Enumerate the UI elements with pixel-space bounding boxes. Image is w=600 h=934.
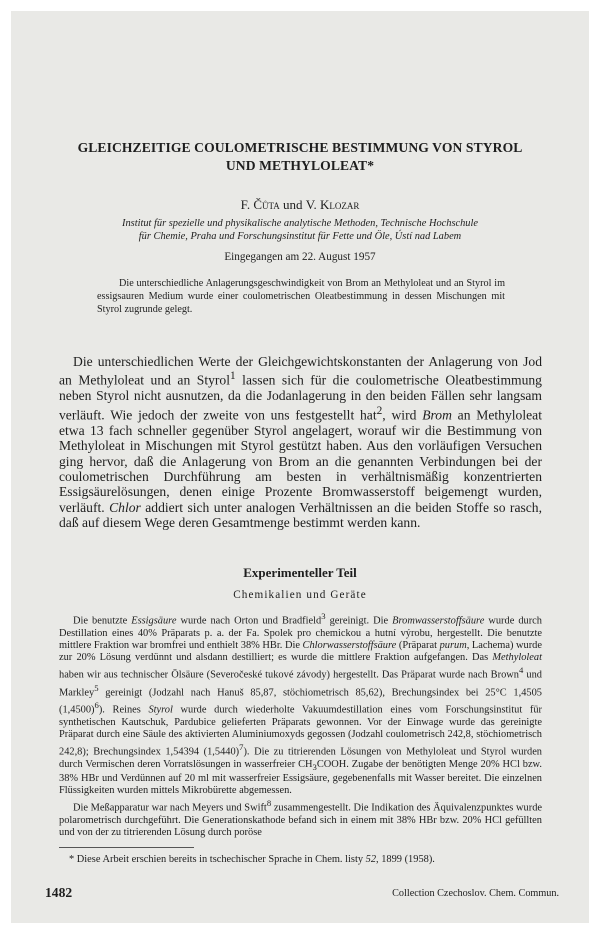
- p1-text-l: ). Die zu titrierenden Lösungen von Methyloleat und Styrol wurden durch Vermischen deren Vorratslösungen in wasserfreier CH: [59, 746, 543, 770]
- lead-text-5: addiert sich unter analogen Verhältnissen an die beiden Stoffe so rasch, daß auf diesem Wege deren Gesamtmenge bestimmt werden kann.: [59, 499, 542, 531]
- journal-name: Collection Czechoslov. Chem. Commun.: [392, 888, 559, 899]
- p1-text-i: gereinigt (Jodzahl nach Hanuš 85,87, stöchiometrisch 85,62), Brechungsindex bei 25°C 1,4505 (1,4500): [59, 687, 542, 716]
- p1-text-f: , Lachema) wurde zur 20% Lösung verdünnt und alsdann destilliert; es wurde die mittlere Fraktion aufgefangen. Das: [59, 639, 542, 663]
- p2-text-a: Die Meßapparatur war nach Meyers und Swift: [73, 802, 267, 814]
- ref-2: 2: [376, 404, 383, 417]
- p1-text-a: Die benutzte: [73, 615, 132, 627]
- title-line-1: GLEICHZEITIGE COULOMETRISCHE BESTIMMUNG VON STYROL: [77, 140, 523, 155]
- lead-text-3: , wird: [382, 407, 423, 423]
- p1-styrol: Styrol: [148, 704, 173, 716]
- p1-text-e: (Präparat: [396, 639, 440, 651]
- body-paragraph-2: [59, 797, 542, 839]
- p1-methyloleat: Methyloleat: [492, 651, 542, 663]
- p1-text-c: gereinigt. Die: [325, 615, 393, 627]
- institution: [61, 217, 539, 243]
- ref-4: 4: [518, 665, 524, 676]
- footnote-text: * Diese Arbeit erschien bereits in tschechischer Sprache in Chem. listy: [69, 854, 366, 865]
- section-heading: Experimenteller Teil: [243, 565, 357, 580]
- footnote-rest: , 1899 (1958).: [376, 854, 435, 865]
- ref-8: 8: [266, 798, 272, 809]
- lead-brom: Brom: [422, 407, 452, 423]
- body-text: [59, 610, 542, 839]
- article-title: [51, 139, 549, 175]
- author-2: V. Klozar: [305, 197, 360, 212]
- title-line-2: UND METHYLOLEAT*: [225, 158, 375, 173]
- body-paragraph-1: [59, 610, 542, 797]
- page-number: 1482: [45, 885, 73, 900]
- abstract: Die unterschiedliche Anlagerungsgeschwindigkeit von Brom an Methyloleat und an Styrol im essigsauren Medium wurde einer coulometrischen Oleatbestimmung in dessen Mischungen mit Styrol zugrunde gelegt.: [97, 278, 505, 316]
- lead-chlor: Chlor: [109, 499, 141, 515]
- lead-paragraph: [59, 354, 542, 531]
- p1-purum: purum: [439, 639, 467, 651]
- author-1: F. Čůta: [240, 197, 280, 212]
- footnote: [59, 854, 542, 865]
- subsection-heading: Chemikalien und Geräte: [233, 589, 367, 601]
- lead-text-4: an Methyloleat etwa 13 fach schneller gegenüber Styrol angelagert, worauf wir die Bestimmung von Methyloleat in Mischungen mit Styrol gestützt haben. Aus den vorläufigen Versuchen ging hervor, daß die Anlagerung von Brom an die genannten Verbindungen bei der coulometrischen Durchführung am besten in verhältnismäßig konzentrierten Essigsäurelösungen, denen einige Prozente Bromwasserstoff beigemengt wurden, verläuft.: [59, 407, 542, 515]
- ref-7: 7: [239, 742, 244, 753]
- p1-essigsaeure: Essigsäure: [131, 615, 177, 627]
- footnote-volume: 52: [365, 854, 377, 865]
- p1-chlorwasserstoffsaeure: Chlorwasserstoffsäure: [302, 639, 397, 651]
- p1-text-d: wurde durch Destillation eines 40% Präparats p. a. der Fa. Spolek pro chemickou a hutní výrobu, hergestellt. Die benutzte mittlere Fraktion war bromfrei und enthielt 38% HBr. Die: [59, 615, 542, 651]
- author-conjunction: und: [283, 197, 303, 212]
- lead-text-1: Die unterschiedlichen Werte der Gleichgewichtskonstanten der Anlagerung von Jod an Methyloleat und an Styrol: [59, 354, 542, 388]
- received-date: Eingegangen am 22. August 1957: [224, 251, 376, 263]
- subscript-3: 3: [312, 761, 317, 772]
- ref-1: 1: [230, 370, 236, 383]
- authors: [51, 197, 549, 213]
- p2-text-b: zusammengestellt. Die Indikation des Äquivalenzpunktes wurde polarometrisch durchgeführt. Die Generationskathode befand sich in einem mit 38% HBr bzw. 20% HCl gefüllten und von der zu titrierenden Lösung durch poröse: [59, 802, 542, 839]
- lead-text-2: lassen sich für die coulometrische Oleatbestimmung neben Styrol nicht ausnutzen, da die Jodanlagerung in den beiden Fällen sehr langsam verläuft. Wie jedoch der zweite von uns festgestellt hat: [59, 372, 542, 423]
- p1-bromwasserstoffsaeure: Bromwasserstoffsäure: [392, 615, 485, 627]
- p1-text-h: und Markley: [59, 669, 543, 699]
- institution-line-1: Institut für spezielle und physikalische analytische Methoden, Technische Hochschule: [122, 218, 478, 229]
- p1-text-b: wurde nach Orton und Bradfield: [176, 615, 322, 627]
- institution-line-2: für Chemie, Praha und Forschungsinstitut für Fette und Öle, Ústí nad Labem: [138, 231, 462, 242]
- p1-text-m: COOH. Zugabe der benötigten Menge 20% HCl bzw. 38% HBr und Verdünnen auf 20 ml mit wasserfreier Essigsäure, gegebenenfalls mit Wasser bereitet. Die einzelnen Flüssigkeiten wurden mittels Mikrobürette abgemessen.: [59, 758, 542, 797]
- p1-text-k: wurde durch wiederholte Vakuumdestillation eines vom Forschungsinstitut für synthetischen Kautschuk, Pardubice gelieferten Präparats gewonnen. Vor der Einwage wurde das gereinigte Präparat durch eine Säule des aktivierten Aluminiumoxyds gegossen (Jodzahl coulometrisch 242,8, stöchiometrisch 242,8); Brechungsindex 1,54394 (1,5440): [59, 704, 542, 758]
- p1-text-j: ). Reines: [98, 704, 149, 716]
- paper-page: [11, 11, 589, 923]
- ref-3: 3: [321, 611, 326, 621]
- footnote-divider: [59, 847, 194, 848]
- ref-5: 5: [94, 682, 99, 693]
- p1-text-g: haben wir aus technischer Ölsäure (Severočeské tukové závody) hergestellt. Das Präparat wurde nach Brown: [59, 669, 519, 681]
- ref-6: 6: [94, 700, 99, 711]
